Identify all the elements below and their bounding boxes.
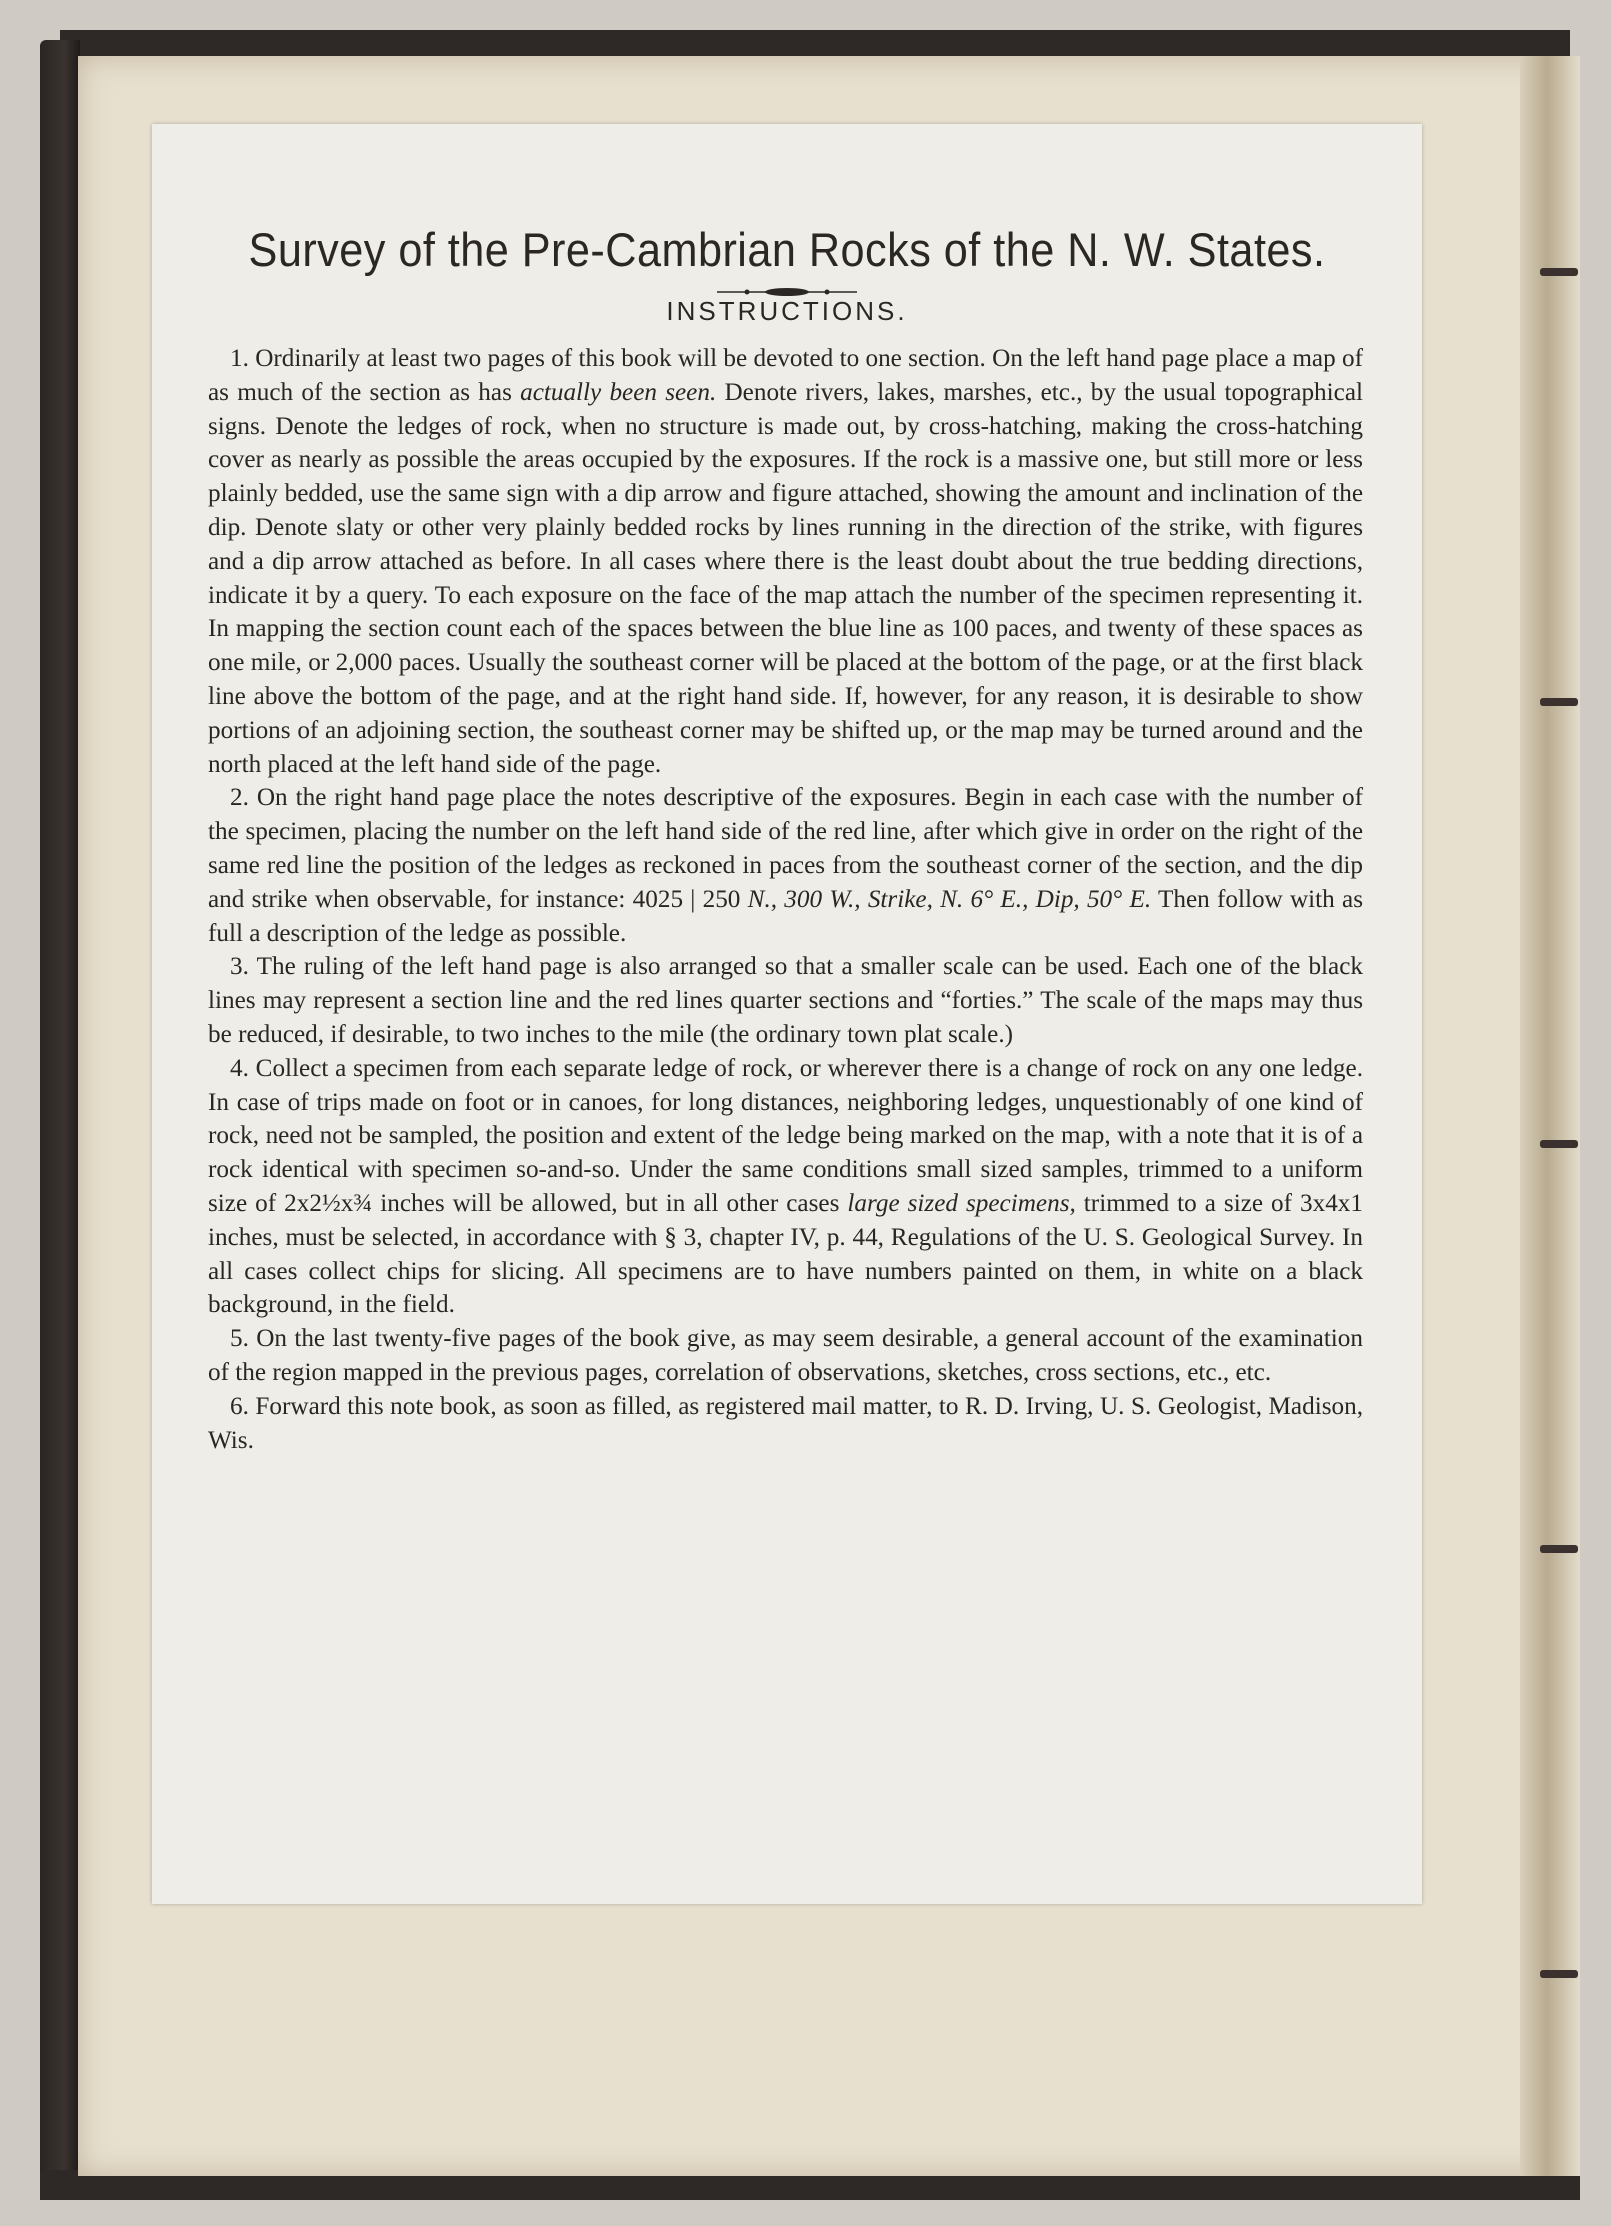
- book-cover-spine: [40, 40, 80, 2190]
- paragraph-5: 5. On the last twenty-five pages of the book give, as may seem desirable, a general account of the examination of the region mapped in the previous pages, correlation of observations, sketches, cross sections, etc., etc.: [208, 1325, 1363, 1386]
- paragraph-4: 4. Collect a specimen from each separate ledge of rock, or wherever there is a change of rock on any one ledge. In case of trips made on foot or in canoes, for long distances, neighboring ledges, unquestionably of one kind of rock, need not be sampled, the position and extent of the ledge being marked on the map, with a note that it is of a rock identical with specimen so-and-so. Under the same conditions small sized samples, trimmed to a uniform size of 2x2½x¾ inches will be allowed, but in all other cases large sized specimens, trimmed to a size of 3x4x1 inches, must be selected, in accordance with § 3, chapter IV, p. 44, Regulations of the U. S. Geological Survey. In all cases collect chips for slicing. All specimens are to have numbers painted on them, in white on a black background, in the field.: [208, 1054, 1363, 1319]
- paragraph-2: 2. On the right hand page place the notes descriptive of the exposures. Begin in each case with the number of the specimen, placing the number on the left hand side of the red line, after which give in order on the right of the same red line the position of the ledges as reckoned in paces from the southeast corner of the section, and the dip and strike when observable, for instance: 4025 | 250 N., 300 W., Strike, N. 6° E., Dip, 50° E. Then follow with as full a description of the ledge as possible.: [208, 784, 1363, 947]
- binding-stitch: [1540, 268, 1578, 276]
- paragraph-1: 1. Ordinarily at least two pages of this book will be devoted to one section. On the left hand page place a map of as much of the section as has actually been seen. Denote rivers, lakes, marshes, etc., by the usual topographical signs. Denote the ledges of rock, when no structure is made out, by cross-hatching, making the cross-hatching cover as nearly as possible the areas occupied by the exposures. If the rock is a massive one, but still more or less plainly bedded, use the same sign with a dip arrow and figure attached, showing the amount and inclination of the dip. Denote slaty or other very plainly bedded rocks by lines running in the direction of the strike, with figures and a dip arrow attached as before. In all cases where there is the least doubt about the true bedding directions, indicate it by a query. To each exposure on the face of the map attach the number of the specimen representing it. In mapping the section count each of the spaces between the blue line as 100 paces, and twenty of these spaces as one mile, or 2,000 paces. Usually the southeast corner will be placed at the bottom of the page, or at the first black line above the bottom of the page, and at the right hand side. If, however, for any reason, it is desirable to show portions of an adjoining section, the southeast corner may be shifted up, or the map may be turned around and the north placed at the left hand side of the page.: [208, 345, 1364, 778]
- instructions-heading: INSTRUCTIONS.: [666, 296, 908, 326]
- paragraph-6: 6. Forward this note book, as soon as filled, as registered mail matter, to R. D. Irving, U. S. Geologist, Madison, Wis.: [208, 1392, 1363, 1454]
- instruction-sheet: [152, 124, 1422, 1904]
- page-gutter: [1520, 56, 1580, 2176]
- binding-stitch: [1540, 698, 1578, 706]
- binding-stitch: [1540, 1970, 1578, 1978]
- page-title: Survey of the Pre-Cambrian Rocks of the N. W. States.: [248, 223, 1326, 276]
- binding-stitch: [1540, 1140, 1578, 1148]
- instructions-body: [208, 342, 1363, 1457]
- binding-stitch: [1540, 1545, 1578, 1553]
- paragraph-3: 3. The ruling of the left hand page is also arranged so that a smaller scale can be used. Each one of the black lines may represent a section line and the red lines quarter sections and “forties.” The scale of the maps may thus be reduced, if desirable, to two inches to the mile (the ordinary town plat scale.): [208, 953, 1363, 1048]
